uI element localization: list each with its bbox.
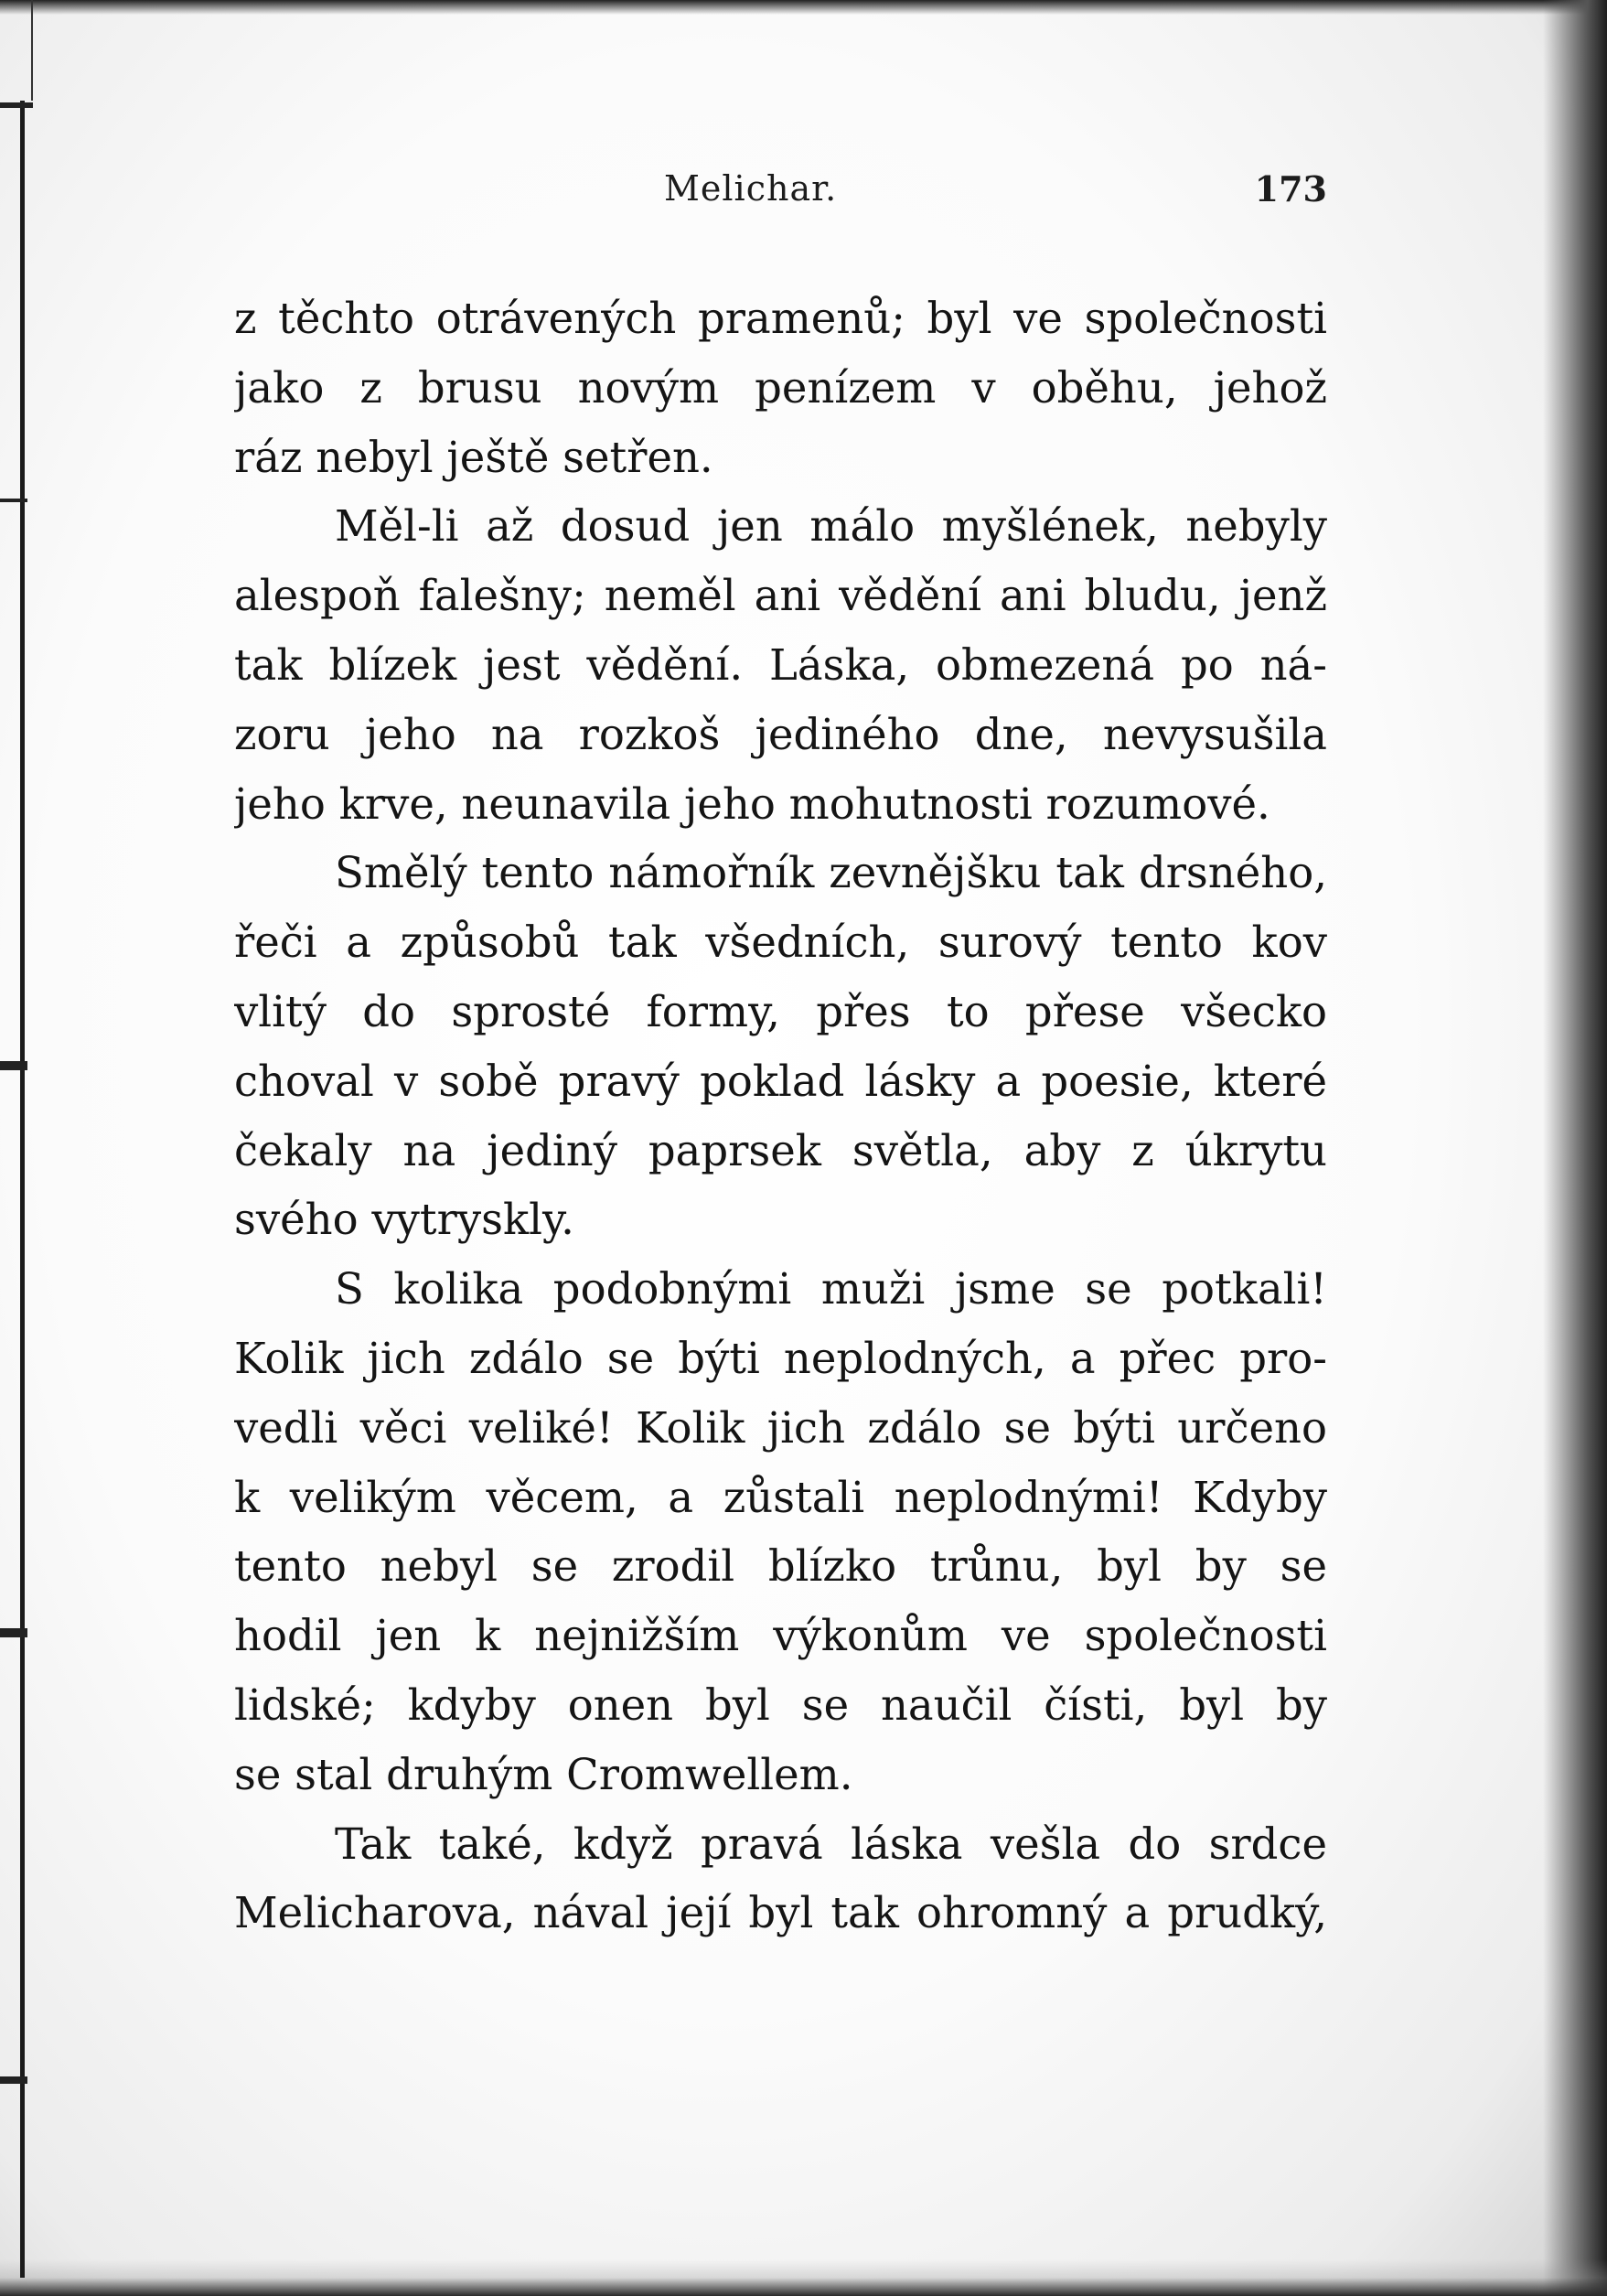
text-line: řeči a způsobů tak všedních, surový tento kov <box>234 917 1327 968</box>
text-line: Kolik jich zdálo se býti neplodných, a přec pro- <box>234 1333 1327 1383</box>
text-line: k velikým věcem, a zůstali neplodnými! Kdyby <box>234 1472 1327 1522</box>
scan-edge-top <box>0 0 1607 15</box>
text-line: Měl-li až dosud jen málo myšlének, nebyly <box>335 501 1327 552</box>
text-line: hodil jen k nejnižším výkonům ve společnosti <box>234 1611 1327 1661</box>
scan-edge-left <box>20 101 25 2278</box>
text-line: alespoň falešny; neměl ani vědění ani bludu, jenž <box>234 571 1327 621</box>
text-line: čekaly na jediný paprsek světla, aby z úkrytu <box>234 1125 1327 1175</box>
scan-edge-tick <box>0 1061 27 1070</box>
scan-edge-tick <box>0 102 33 108</box>
text-line: se stal druhým Cromwellem. <box>234 1749 853 1799</box>
scan-edge-mark <box>31 0 33 101</box>
body-text <box>234 284 1327 1948</box>
text-line: zoru jeho na rozkoš jediného dne, nevysušila <box>234 709 1327 759</box>
text-line: Tak také, když pravá láska vešla do srdce <box>335 1819 1327 1869</box>
text-line: Smělý tento námořník zevnějšku tak drsného, <box>335 848 1327 898</box>
text-line: svého vytryskly. <box>234 1195 574 1245</box>
text-line: tento nebyl se zrodil blízko trůnu, byl by se <box>234 1541 1327 1592</box>
scan-edge-tick <box>0 1628 27 1637</box>
text-line: ráz nebyl ještě setřen. <box>234 432 713 482</box>
scan-edge-bottom <box>0 2259 1607 2296</box>
text-line: vedli věci veliké! Kolik jich zdálo se býti určeno <box>234 1402 1327 1453</box>
running-head <box>234 168 1327 220</box>
text-line: z těchto otrávených pramenů; byl ve společnosti <box>234 294 1327 343</box>
scan-edge-right <box>1543 0 1607 2296</box>
running-title: Melichar. <box>664 168 838 209</box>
text-line: choval v sobě pravý poklad lásky a poesie, které <box>234 1056 1327 1106</box>
text-line: S kolika podobnými muži jsme se potkali! <box>335 1264 1327 1314</box>
scan-edge-tick <box>0 2076 27 2084</box>
text-line: jeho krve, neunavila jeho mohutnosti rozumové. <box>234 778 1270 829</box>
text-line: lidské; kdyby onen byl se naučil čísti, byl by <box>234 1679 1327 1730</box>
text-line: vlitý do sprosté formy, přes to přese všecko <box>234 986 1327 1036</box>
text-line: tak blízek jest vědění. Láska, obmezená po ná- <box>234 639 1327 690</box>
scan-edge-tick <box>0 499 27 502</box>
page-number: 173 <box>1254 168 1327 209</box>
text-line: jako z brusu novým penízem v oběhu, jehož <box>234 362 1327 413</box>
text-line: Melicharova, nával její byl tak ohromný a prudký, <box>234 1888 1327 1938</box>
